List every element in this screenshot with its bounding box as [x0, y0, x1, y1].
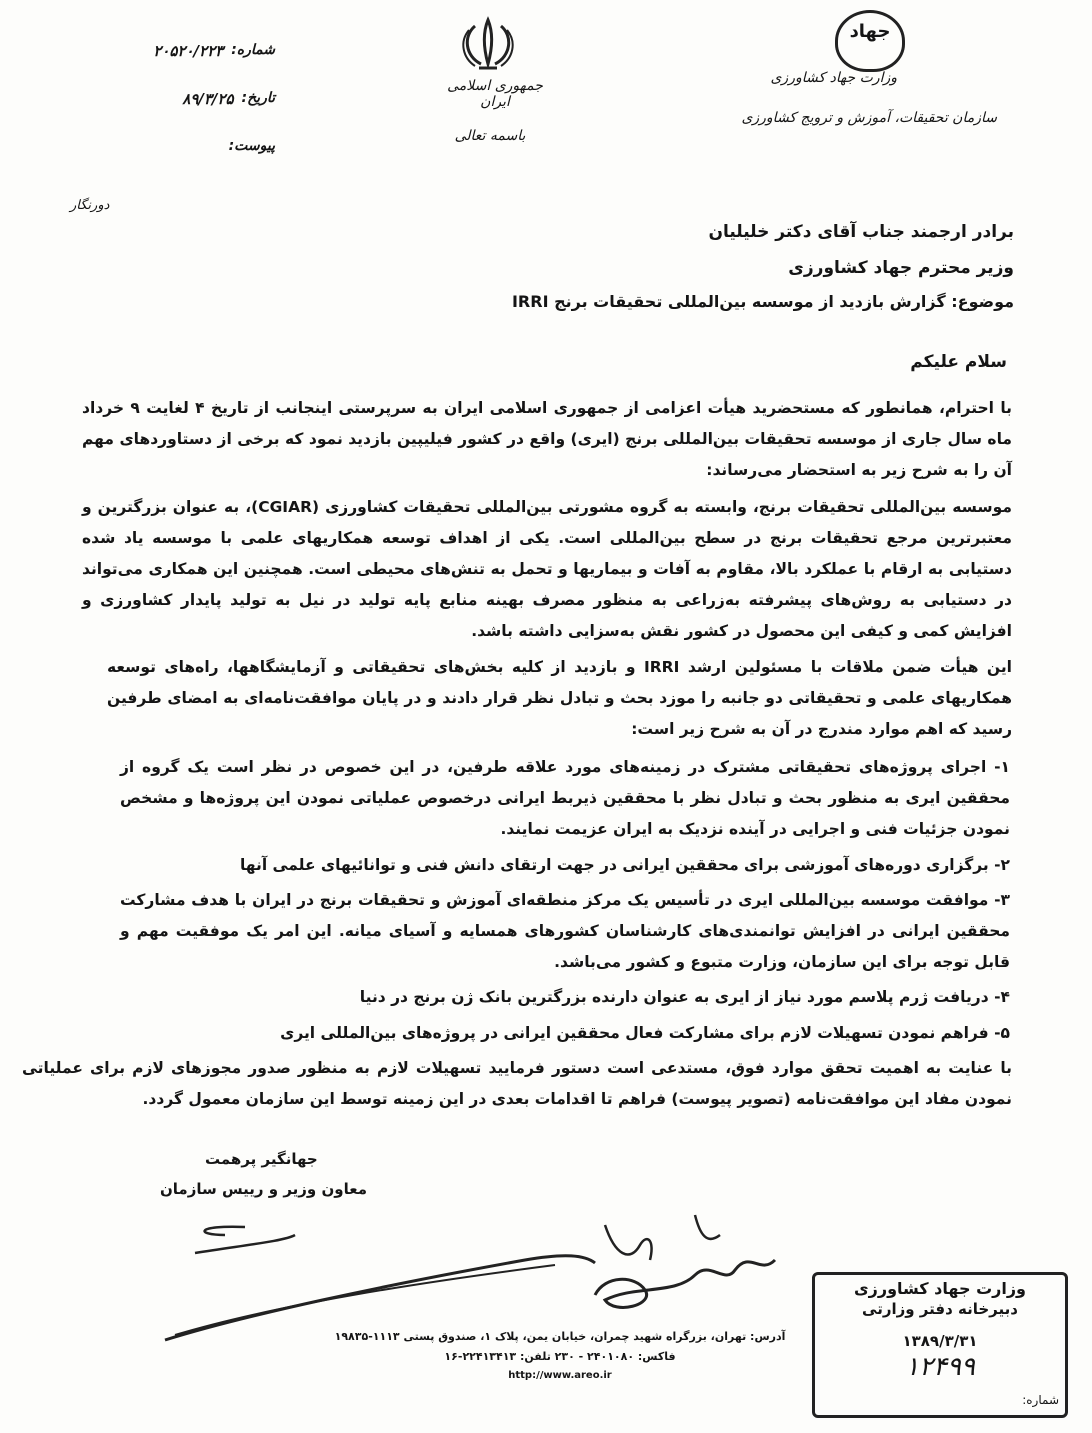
attachment-row	[110, 138, 275, 154]
recipient-line2: وزیر محترم جهاد کشاورزی	[788, 258, 1014, 278]
receipt-stamp	[812, 1272, 1068, 1418]
stamp-date: ۱۳۸۹/۳/۳۱	[902, 1332, 978, 1350]
footer-address: آدرس: تهران، بزرگراه شهید چمران، خیابان یمن، پلاک ۱، صندوق پستی ۱۱۱۳-۱۹۸۳۵	[334, 1330, 786, 1343]
footer-website[interactable]: http://www.areo.ir	[508, 1370, 612, 1381]
list-item: ۱- اجرای پروژه‌های تحقیقاتی مشترک در زمینه‌های مورد علاقه طرفین، در این خصوص در نظر است یک گروه از محققین ایری به منظور بحث و تبادل نظر با محققین ذیربط ایرانی درخصوص عملیاتی نمودن این پروژه‌ها و مشخص نمودن جزئیات فنی و اجرایی در آینده نزدیک به ایران عزیمت نمایند.	[120, 758, 1010, 838]
paragraph-request: با عنایت به اهمیت تحقق موارد فوق، مستدعی است دستور فرمایید تسهیلات لازم به منظور صدور مجوزهای لازم برای عملیاتی نمودن مفاد این موافقت‌نامه (تصویر پیوست) فراهم تا اقدامات بعدی در این زمینه توسط این سازمان معمول گردد.	[22, 1059, 1012, 1108]
date-row	[110, 90, 275, 108]
republic-name: جمهوری اسلامی ایران	[447, 78, 543, 110]
iran-emblem-icon	[455, 14, 521, 74]
list-item: ۳- موافقت موسسه بین‌المللی ایری در تأسیس یک مرکز منطقه‌ای آموزش و تحقیقات برنج در ایران با هدف مشارکت محققین ایرانی در افزایش توانمندی‌های کارشناسان کشورهای همسایه و آسیای میانه. این امر یک موفقیت مهم و قابل توجه برای این سازمان، وزارت متبوع و کشور می‌باشد.	[120, 891, 1010, 971]
ministry-name: وزارت جهاد کشاورزی	[770, 70, 897, 86]
number-value: ۲۰۵۲۰/۲۲۳	[153, 42, 224, 60]
letter-meta	[110, 42, 275, 184]
fax-label: دورنگار	[70, 198, 110, 213]
number-label: شماره:	[231, 42, 275, 58]
footer-phone-fax: فاکس: ۲۴۰۱۰۸۰ - ۲۳۰ تلفن: ۲۲۴۱۳۴۱۳-۱۶	[444, 1350, 676, 1363]
signer-title: معاون وزیر و رییس سازمان	[160, 1180, 367, 1198]
paragraph-intro: با احترام، همانطور که مستحضرید هیأت اعزامی از جمهوری اسلامی ایران به سرپرستی اینجانب از تاریخ ۴ لغایت ۹ خرداد ماه سال جاری از موسسه تحقیقات بین‌المللی برنج (ایری) واقع در کشور فیلیپین بازدید نمود که برخی از دستاوردهای مهم آن را به شرح زیر به استحضار می‌رساند:	[82, 399, 1012, 479]
stamp-number-label: شماره:	[1022, 1393, 1059, 1407]
bismillah: باسمه تعالی	[454, 128, 526, 144]
list-item: ۲- برگزاری دوره‌های آموزشی برای محققین ایرانی در جهت ارتقای دانش فنی و توانائیهای علمی آنها	[239, 856, 1010, 874]
recipient-line1: برادر ارجمند جناب آقای دکتر خلیلیان	[708, 222, 1014, 242]
list-item: ۵- فراهم نمودن تسهیلات لازم برای مشارکت فعال محققین ایرانی در پروژه‌های بین‌المللی ایری	[280, 1024, 1010, 1042]
list-item: ۴- دریافت ژرم پلاسم مورد نیاز از ایری به عنوان دارنده بزرگترین بانک ژن برنج در دنیا	[359, 988, 1010, 1006]
stamp-ministry: وزارت جهاد کشاورزی	[853, 1279, 1026, 1298]
greeting: سلام علیکم	[910, 352, 1007, 372]
paragraph-visit: این هیأت ضمن ملاقات با مسئولین ارشد IRRI و بازدید از کلیه بخش‌های تحقیقاتی و آزمایشگاهها، راه‌های توسعه همکاریهای علمی و تحقیقاتی دو جانبه را موزد بحث و تبادل نظر قرار دادند و در پایان موافقت‌نامه‌ای به امضای طرفین رسید که اهم موارد مندرج در آن به شرح زیر است:	[107, 658, 1012, 738]
handwritten-signature	[135, 1205, 855, 1345]
stamp-number: ۱۲۴۹۹	[905, 1352, 975, 1382]
date-value: ۸۹/۳/۲۵	[182, 90, 234, 108]
paragraph-institute: موسسه بین‌المللی تحقیقات برنج، وابسته به گروه مشورتی بین‌المللی تحقیقات کشاورزی (CGIAR)، به عنوان بزرگترین و معتبرترین مرجع تحقیقات برنج در سطح بین‌المللی است. یکی از اهداف توسعه همکاریهای علمی با موسسه یاد شده دستیابی به ارقام با عملکرد بالا، مقاوم به آفات و بیماریها و تحمل به تنش‌های محیطی است. همچنین این همکاری می‌تواند در دستیابی به روش‌های پیشرفته به‌زراعی به منظور مصرف بهینه منابع پایه تولید در نیل به تولید پایدار کشاورزی و افزایش کمی و کیفی این محصول در کشور نقش به‌سزایی داشته باشد.	[82, 498, 1012, 640]
organization-name: سازمان تحقیقات، آموزش و ترویج کشاورزی	[741, 110, 997, 126]
logo-text: جهاد	[849, 21, 891, 42]
stamp-office: دبیرخانه دفتر وزارتی	[862, 1300, 1018, 1318]
ministry-logo	[835, 10, 905, 72]
signer-name: جهانگیر پرهمت	[205, 1150, 318, 1168]
attachment-label: پیوست:	[228, 138, 275, 154]
subject-line: موضوع: گزارش بازدید از موسسه بین‌المللی تحقیقات برنج IRRI	[511, 292, 1014, 311]
date-label: تاریخ:	[241, 90, 275, 106]
number-row	[110, 42, 275, 60]
